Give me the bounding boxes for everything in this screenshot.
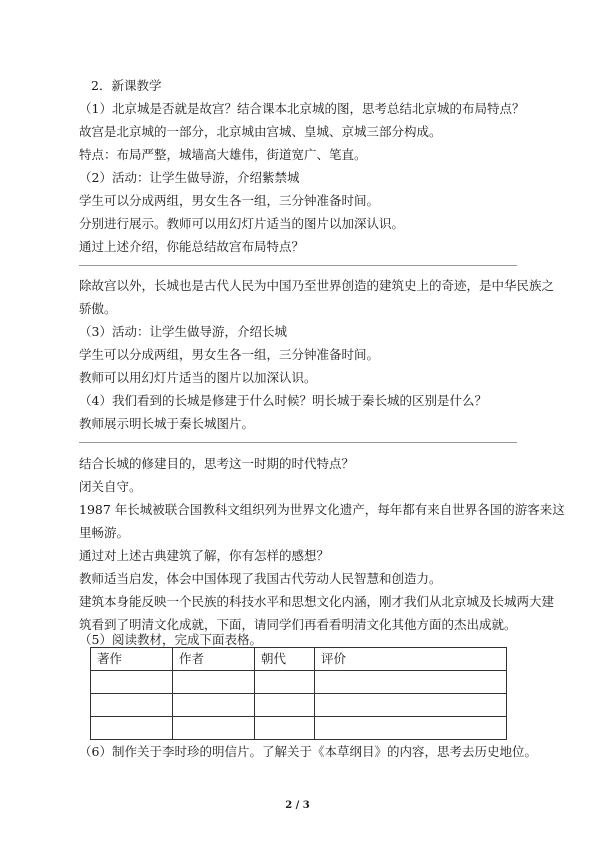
table-cell [91,671,173,694]
paragraph: 学生可以分成两组，男女生各一组，三分钟准备时间。 [79,347,380,362]
paragraph: 筑看到了明清文化成就，下面，请同学们再看看明清文化其他方面的杰出成就。 [79,617,517,632]
paragraph: 特点：布局严整，城墙高大雄伟，街道宽广、笔直。 [79,147,367,162]
table-row [91,694,507,717]
table-header-cell: 作者 [173,648,255,671]
answer-line [79,265,517,266]
page-number: 2 / 3 [285,800,310,811]
table-header-cell: 评价 [315,648,507,671]
task-5: （5）阅读教材，完成下面表格。 [79,632,262,647]
paragraph: 里畅游。 [79,525,130,540]
works-table [90,647,507,740]
paragraph: 通过上述介绍，你能总结故宫布局特点？ [79,239,305,254]
table-row [91,671,507,694]
table-cell [173,694,255,717]
table-cell [173,717,255,740]
table-cell [91,694,173,717]
paragraph: 教师可以用幻灯片适当的图片以加深认识。 [79,370,317,385]
question-1: （1）北京城是否就是故宫？结合课本北京城的图，思考总结北京城的布局特点？ [79,101,525,116]
paragraph: 结合长城的修建目的，思考这一时期的时代特点？ [79,456,355,471]
paragraph: 学生可以分成两组，男女生各一组，三分钟准备时间。 [79,193,380,208]
section-heading: 2．新课教学 [91,78,162,93]
paragraph: 1987 年长城被联合国教科文组织列为世界文化遗产，每年都有来自世界各国的游客来这 [79,502,565,517]
table-header-cell: 朝代 [255,648,315,671]
table-cell [255,671,315,694]
table-cell [91,717,173,740]
task-6: （6）制作关于李时珍的明信片。了解关于《本草纲目》的内容，思考去历史地位。 [79,744,537,759]
activity-2: （2）活动：让学生做导游，介绍紫禁城 [79,170,300,185]
paragraph: 故宫是北京城的一部分，北京城由宫城、皇城、京城三部分构成。 [79,124,442,139]
table-cell [315,671,507,694]
activity-3: （3）活动：让学生做导游，介绍长城 [79,324,287,339]
paragraph: 骄傲。 [79,301,117,316]
question-4: （4）我们看到的长城是修建于什么时候？明长城于秦长城的区别是什么？ [79,393,487,408]
table-row [91,717,507,740]
answer-line [79,442,517,443]
table-header-row [91,648,507,671]
table-cell [173,671,255,694]
paragraph: 通过对上述古典建筑了解，你有怎样的感想？ [79,548,330,563]
paragraph: 建筑本身能反映一个民族的科技水平和思想文化内涵，刚才我们从北京城及长城两大建 [79,594,555,609]
table-cell [255,694,315,717]
paragraph: 闭关自守。 [79,479,142,494]
paragraph: 教师适当启发，体会中国体现了我国古代劳动人民智慧和创造力。 [79,571,442,586]
paragraph: 分别进行展示。教师可以用幻灯片适当的图片以加深认识。 [79,216,405,231]
table-header-cell: 著作 [91,648,173,671]
paragraph: 教师展示明长城于秦长城图片。 [79,416,255,431]
table-cell [315,694,507,717]
paragraph: 除故宫以外，长城也是古代人民为中国乃至世界创造的建筑史上的奇迹，是中华民族之 [79,278,555,293]
table-cell [315,717,507,740]
table-cell [255,717,315,740]
